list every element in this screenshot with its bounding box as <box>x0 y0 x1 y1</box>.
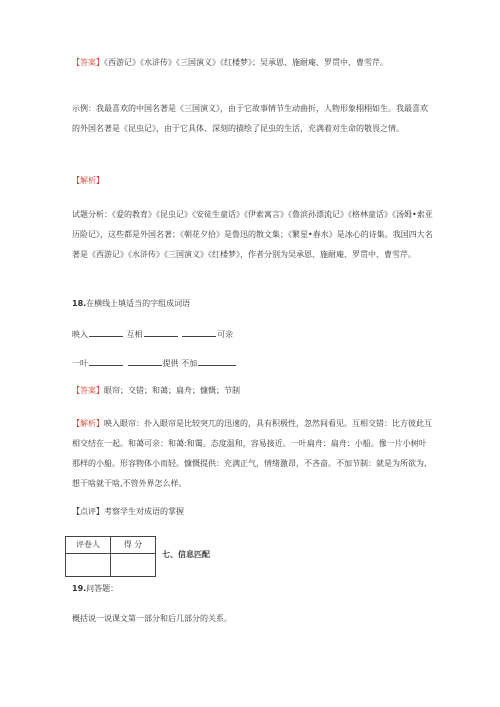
question-19-title <box>72 583 434 595</box>
section-heading: 七、信息匹配 <box>162 550 210 559</box>
score-cell[interactable] <box>111 554 156 577</box>
comment-block <box>72 506 434 518</box>
question-title: 在横线上填适当的字组成词语 <box>86 299 191 308</box>
comment-tag: 【点评】 <box>72 507 104 516</box>
analysis-tag-line <box>72 175 434 187</box>
blank-line[interactable] <box>182 328 216 337</box>
blank-line[interactable] <box>198 357 236 366</box>
word-suffix: 可亲 <box>217 330 234 339</box>
fill-row-1 <box>72 328 434 341</box>
blank-line[interactable] <box>89 328 123 337</box>
grader-header: 评卷人 <box>66 537 111 554</box>
question-18-title <box>72 298 434 310</box>
question-19-body <box>72 613 434 625</box>
grader-cell[interactable] <box>66 554 111 577</box>
analysis-tag: 【解析】 <box>72 176 104 185</box>
analysis-block-2 <box>72 414 434 494</box>
question-number: 19. <box>72 584 87 593</box>
blank-line[interactable] <box>128 357 162 366</box>
score-table <box>65 536 156 577</box>
fill-row-2 <box>72 357 434 370</box>
analysis-tag: 【解析】 <box>72 419 104 428</box>
blank-line[interactable] <box>144 328 178 337</box>
answer-text: 眼帘；交错；和蔼；扁舟；慷慨；节制 <box>104 386 240 395</box>
example-block <box>72 99 434 139</box>
score-header: 得 分 <box>111 537 156 554</box>
word-prefix: 不加 <box>181 359 198 368</box>
answer-text: 《西游记》《水浒传》《三国演义》《红楼梦》；吴承恩、施耐庵、罗贯中、曹雪芹。 <box>104 58 388 67</box>
analysis-text: 映入眼帘：扑入眼帘是比较突兀的迅速的，具有积极性，忽然间看见。互相交错：比方彼此互相交结在一起。和蔼可亲：和蔼:和霭。态度温和，容易接近。一叶扁舟：扁舟：小船。像一片小树叶那样的小船。形容物体小而轻。慷慨提供：充满正气，情绪激昂，不吝啬。不加节制：就是为所欲为,想干啥就干啥,不管外界怎么样。 <box>72 419 432 488</box>
answer-tag: 【答案】 <box>72 58 104 67</box>
question-title: 问答题： <box>86 584 119 593</box>
word-suffix: 提供 <box>162 359 179 368</box>
answer-tag: 【答案】 <box>72 386 104 395</box>
answer-block-1 <box>72 53 434 73</box>
blank-line[interactable] <box>89 357 123 366</box>
question-text: 概括说一说课文第一部分和后几部分的关系。 <box>72 614 232 623</box>
word-prefix: 映入 <box>72 330 88 339</box>
example-text: 示例：我最喜欢的中国名著是《三国演义》，由于它故事情节生动曲折，人物形象栩栩如生。我最喜欢的外国名著是《昆虫记》，由于它具体、深刻的描绘了昆虫的生活，充满着对生命的敬畏之情。 <box>72 104 428 133</box>
comment-text: 考察学生对成语的掌握 <box>104 507 184 516</box>
answer-block-2 <box>72 385 434 397</box>
word-prefix: 互相 <box>126 330 143 339</box>
word-prefix: 一叶 <box>72 359 88 368</box>
question-number: 18. <box>72 299 87 308</box>
analysis-block-1 <box>72 205 434 265</box>
analysis-text: 试题分析：《爱的教育》《昆虫记》《安徒生童话》《伊索寓言》《鲁滨孙漂流记》《格林童话》《汤姆•索亚历险记》，这些都是外国名著；《朝花夕拾》是鲁迅的散文集；《繁星•春水》是冰心的诗集。我国四大名著是《西游记》《水浒传》《三国演义》《红楼梦》，作者分别为吴承恩、施耐庵、罗贯中、曹雪芹。 <box>72 210 433 259</box>
